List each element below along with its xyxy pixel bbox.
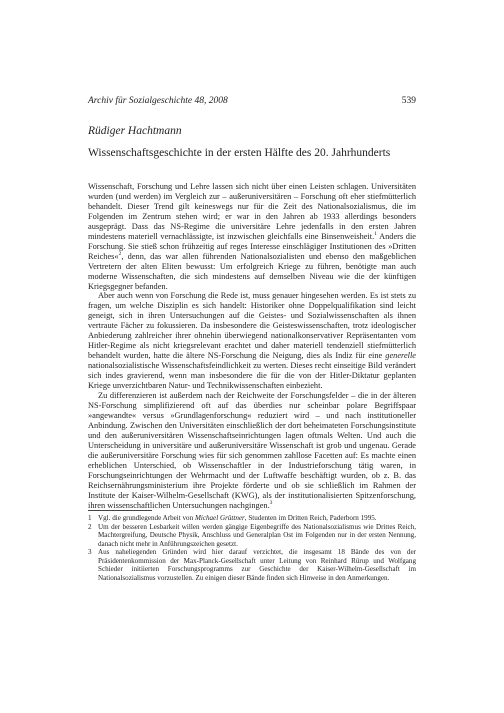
footnote-1 <box>88 514 416 523</box>
article-author: Rüdiger Hachtmann <box>88 125 182 137</box>
footnotes <box>88 514 416 582</box>
footnote-2 <box>88 523 416 549</box>
footnote-author: Michael Grüttner <box>194 514 245 522</box>
article-title: Wissenschaftsgeschichte in der ersten Hälfte des 20. Jahrhunderts <box>88 147 391 159</box>
footnote-text: Um der besseren Lesbarkeit willen werden gängige Eigenbegriffe des Nationalsozialismus wie Drittes Reich, Machtergreifung, Deutsche Physik, Anschluss und Generalplan Ost im Folgenden nur in der ersten Nennung, danach nicht mehr in Anführungszeichen gesetzt. <box>98 522 416 548</box>
paragraph-text: Zu differenzieren ist außerdem nach der Reichweite der Forschungsfelder – die in der älteren NS-Forschung simplifizierend oft auf das überdies nur scheinbar polare Begriffspaar »angewandte« versus »Grundlagenforschung« reduziert wird – und nach institutioneller Anbindung. Zwischen den Universitäten einschließlich der dort beheimateten Forschungsinstitute und den außeruniversitären Wissenschaftseinrichtungen lagen oftmals Welten. Und auch die Unterscheidung in universitäre und außeruniversitäre Wissenschaft ist grob und ungenau. Gerade die außeruniversitäre Forschung wies für sich genommen zahllose Facetten auf: Es machte einen erheblichen Unterschied, ob Wissenschaftler in der Industrieforschung tätig waren, in Forschungseinrichtungen der Wehrmacht und der Luftwaffe beschäftigt wurden, ob z. B. das Reichsernährungsministerium ihre Projekte förderte und ob sie schließlich im Rahmen der Institute der Kaiser-Wilhelm-Gesellschaft (KWG), als der institutionalisierten Spitzenforschung, ihren wissenschaftlichen Untersuchungen nachgingen. <box>88 391 416 510</box>
footnote-text: , Studenten im Dritten Reich, Paderborn 1995. <box>244 514 377 522</box>
footnote-number: 1 <box>88 514 92 522</box>
page-number: 539 <box>401 96 416 106</box>
footnote-ref-2: 2 <box>118 250 122 257</box>
paragraph-text: Anders die Forschung. Sie stieß schon frühzeitig auf reges Interesse einschlägiger Institutionen des »Dritten Reiches« <box>88 231 416 261</box>
journal-citation: Archiv für Sozialgeschichte 48, 2008 <box>88 96 228 106</box>
body-paragraph-1 <box>88 182 416 291</box>
footnote-text: Aus naheliegenden Gründen wird hier darauf verzichtet, die insgesamt 18 Bände des von der Präsidentenkommission der Max-Planck-Gesellschaft unter Leitung von Reinhard Rürup und Wolfgang Schieder initiierten Forschungsprogramms zur Geschichte der Kaiser-Wilhelm-Gesellschaft im Nationalsozialismus vorzustellen. Zu einigen dieser Bände finden sich Hinweise in den Anmerkungen. <box>98 548 416 582</box>
body-paragraph-2 <box>88 291 416 391</box>
running-header <box>88 96 416 108</box>
footnote-text: Vgl. die grundlegende Arbeit von <box>98 514 195 522</box>
emphasis-text: generelle <box>385 351 416 361</box>
paragraph-text: nationalsozialistische Wissenschaftsfeindlichkeit zu werten. Dieses recht einseitige Bild verändert sich indes gravierend, wenn man insbesondere die für die von der Hitler-Diktatur geplanten Kriege unverzichtbaren Natur- und Technikwissenschaften einbezieht. <box>88 361 416 391</box>
body-paragraph-3 <box>88 391 416 510</box>
article-body <box>88 182 416 510</box>
footnote-3 <box>88 548 416 582</box>
footnote-separator <box>88 510 152 511</box>
paragraph-text: , denn, das war allen führenden Nationalsozialisten und ebenso den maßgeblichen Vertretern der alten Eliten bewusst: Um erfolgreich Kriege zu führen, benötigte man auch moderne Wissenschaften, die sich mindestens auf demselben Niveau wie die der künftigen Kriegsgegner befanden. <box>88 251 416 291</box>
footnote-number: 2 <box>88 522 92 531</box>
footnote-number: 3 <box>88 548 92 556</box>
paragraph-text: Aber auch wenn von Forschung die Rede ist, muss genauer hingesehen werden. Es ist stets zu fragen, um welche Disziplin es sich handelt: Historiker ohne Doppelqualifikation sind leicht geneigt, sich in ihren Untersuchungen auf die Geistes- und Sozialwissenschaften als ihnen vertraute Fächer zu fokussieren. Da insbesondere die Geisteswissenschaften, trotz ideologischer Anbiederung zahlreicher ihrer ohnehin überwiegend nationalkonservativer Repräsentanten vom Hitler-Regime als nicht kriegsrelevant erachtet und daher materiell tendenziell stiefmütterlich behandelt wurden, hatte die ältere NS-Forschung die Neigung, dies als Indiz für eine <box>88 291 416 361</box>
paragraph-text: Wissenschaft, Forschung und Lehre lassen sich nicht über einen Leisten schlagen. Universitäten wurden (und werden) im Vergleich zur – außeruniversitären – Forschung oft eher stiefmütterlich behandelt. Dieser Trend gilt keineswegs nur für die Zeit des Nationalsozialismus, die im Folgenden im Zentrum stehen wird; er war in den Jahren ab 1933 allerdings besonders ausgeprägt. Dass das NS-Regime die universitäre Lehre jedenfalls in den ersten Jahren mindestens materiell vernachlässigte, ist inzwischen gleichfalls eine Binsenweisheit. <box>88 182 416 241</box>
footnote-ref-1: 1 <box>374 230 377 237</box>
footnote-ref-3: 3 <box>269 499 273 506</box>
